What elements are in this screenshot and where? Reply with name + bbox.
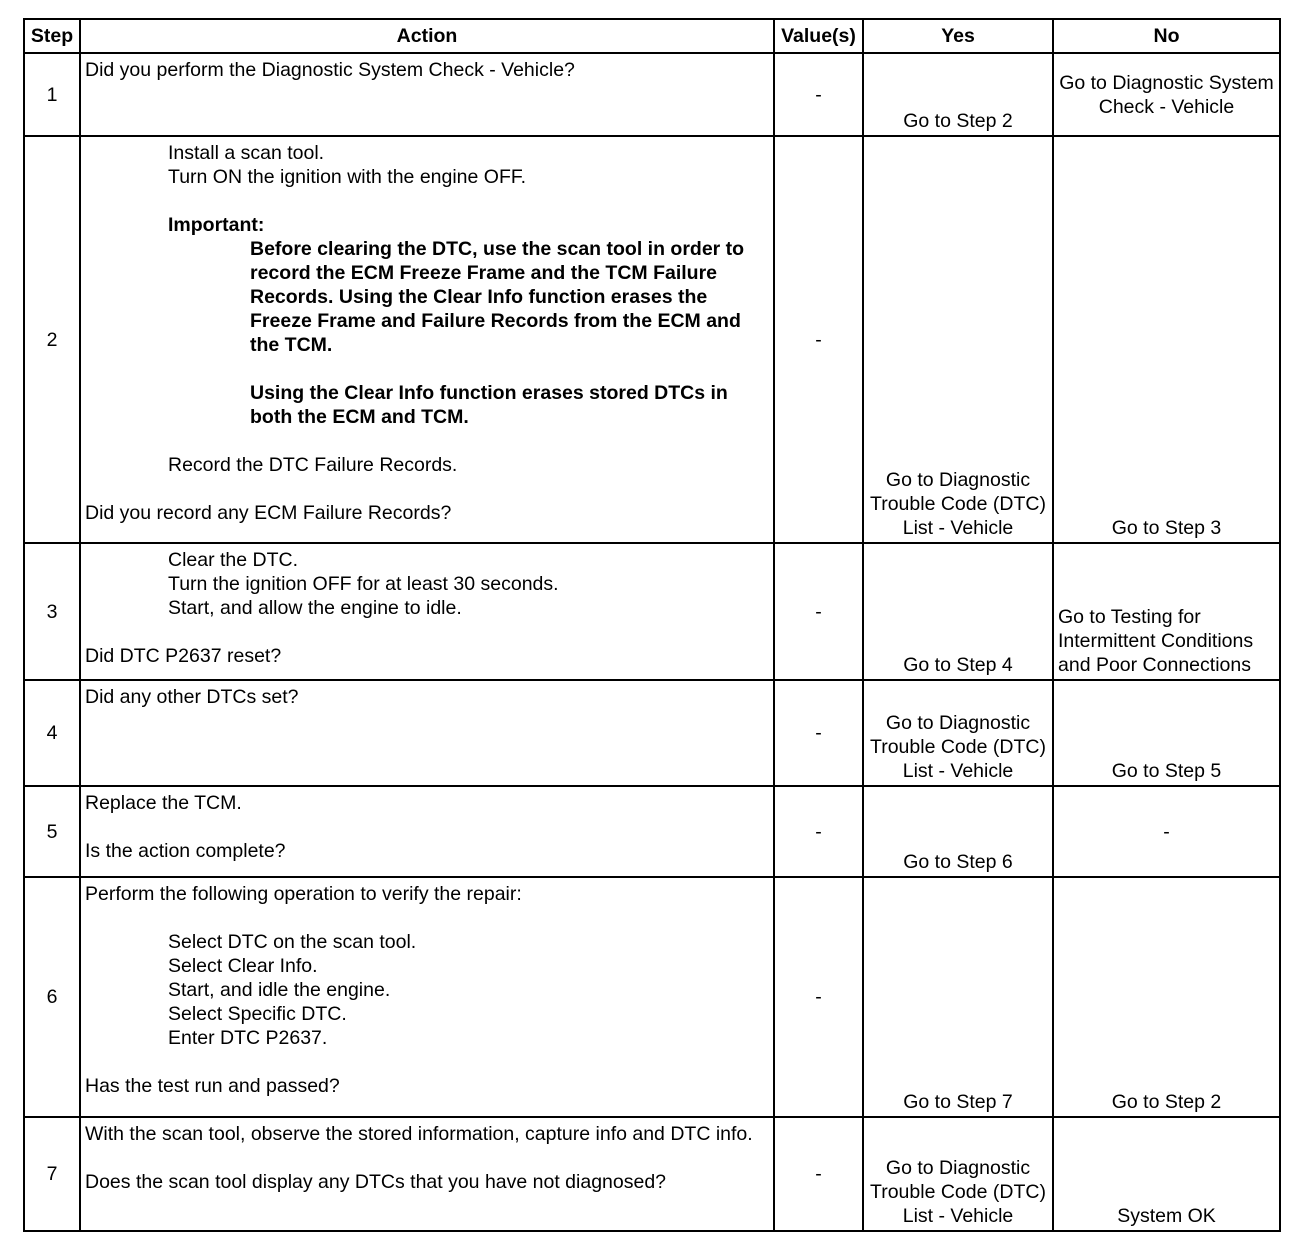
no-cell: Go to Step 5 <box>1053 680 1280 786</box>
action-question: Did DTC P2637 reset? <box>85 645 282 667</box>
yes-cell: Go to Diagnostic Trouble Code (DTC) List - Vehicle <box>863 136 1053 543</box>
yes-cell: Go to Step 2 <box>863 53 1053 136</box>
action-question: Did you perform the Diagnostic System Check - Vehicle? <box>85 59 575 81</box>
action-step: Install a scan tool. <box>168 142 325 164</box>
no-cell: Go to Diagnostic System Check - Vehicle <box>1053 53 1280 136</box>
action-intro: Replace the TCM. <box>85 792 242 814</box>
step-number: 4 <box>24 680 80 786</box>
table-row-step-1 <box>24 53 1280 136</box>
value-cell: - <box>774 877 863 1117</box>
action-cell <box>80 1117 774 1231</box>
value-cell: - <box>774 543 863 680</box>
no-cell: System OK <box>1053 1117 1280 1231</box>
table-row-step-4 <box>24 680 1280 786</box>
no-cell: Go to Step 3 <box>1053 136 1280 543</box>
header-row <box>24 19 1280 53</box>
no-cell: - <box>1053 786 1280 877</box>
action-step: Start, and allow the engine to idle. <box>168 597 462 619</box>
value-cell: - <box>774 680 863 786</box>
action-intro: With the scan tool, observe the stored information, capture info and DTC info. <box>85 1123 753 1145</box>
yes-cell: Go to Step 6 <box>863 786 1053 877</box>
action-step: Clear the DTC. <box>168 549 299 571</box>
header-no: No <box>1053 19 1280 53</box>
no-cell: Go to Testing for Intermittent Conditions and Poor Connections <box>1053 543 1280 680</box>
action-step: Turn the ignition OFF for at least 30 seconds. <box>168 573 559 595</box>
action-step: Select Specific DTC. <box>168 1003 347 1025</box>
action-question: Has the test run and passed? <box>85 1075 340 1097</box>
table-row-step-7 <box>24 1117 1280 1231</box>
step-number: 1 <box>24 53 80 136</box>
action-question: Does the scan tool display any DTCs that you have not diagnosed? <box>85 1171 667 1193</box>
diagnostic-table <box>23 18 1281 1232</box>
table-row-step-5 <box>24 786 1280 877</box>
important-note: Before clearing the DTC, use the scan tool in order to record the ECM Freeze Frame and the TCM Failure Records. Using the Clear Info function erases the Freeze Frame and Failure Records from the ECM and the TCM. <box>250 238 745 356</box>
action-question: Did any other DTCs set? <box>85 686 299 708</box>
action-step: Select Clear Info. <box>168 955 318 977</box>
action-cell <box>80 680 774 786</box>
value-cell: - <box>774 53 863 136</box>
value-cell: - <box>774 786 863 877</box>
step-number: 2 <box>24 136 80 543</box>
step-number: 7 <box>24 1117 80 1231</box>
action-question: Is the action complete? <box>85 840 286 862</box>
action-step: Turn ON the ignition with the engine OFF. <box>168 166 527 188</box>
action-cell <box>80 877 774 1117</box>
no-cell: Go to Step 2 <box>1053 877 1280 1117</box>
important-label: Important: <box>168 214 265 236</box>
header-step: Step <box>24 19 80 53</box>
action-step: Select DTC on the scan tool. <box>168 931 417 953</box>
table-row-step-6 <box>24 877 1280 1117</box>
header-values: Value(s) <box>774 19 863 53</box>
header-action: Action <box>80 19 774 53</box>
action-cell <box>80 53 774 136</box>
action-step: Start, and idle the engine. <box>168 979 391 1001</box>
header-yes: Yes <box>863 19 1053 53</box>
table-row-step-2 <box>24 136 1280 543</box>
yes-cell: Go to Step 7 <box>863 877 1053 1117</box>
action-step: Record the DTC Failure Records. <box>168 454 458 476</box>
action-cell <box>80 136 774 543</box>
action-cell <box>80 786 774 877</box>
yes-cell: Go to Step 4 <box>863 543 1053 680</box>
step-number: 3 <box>24 543 80 680</box>
step-number: 6 <box>24 877 80 1117</box>
action-intro: Perform the following operation to verify the repair: <box>85 883 522 905</box>
yes-cell: Go to Diagnostic Trouble Code (DTC) List - Vehicle <box>863 680 1053 786</box>
action-cell <box>80 543 774 680</box>
action-step: Enter DTC P2637. <box>168 1027 328 1049</box>
table-row-step-3 <box>24 543 1280 680</box>
action-question: Did you record any ECM Failure Records? <box>85 502 452 524</box>
important-note: Using the Clear Info function erases stored DTCs in both the ECM and TCM. <box>250 382 728 428</box>
value-cell: - <box>774 1117 863 1231</box>
yes-cell: Go to Diagnostic Trouble Code (DTC) List - Vehicle <box>863 1117 1053 1231</box>
step-number: 5 <box>24 786 80 877</box>
value-cell: - <box>774 136 863 543</box>
